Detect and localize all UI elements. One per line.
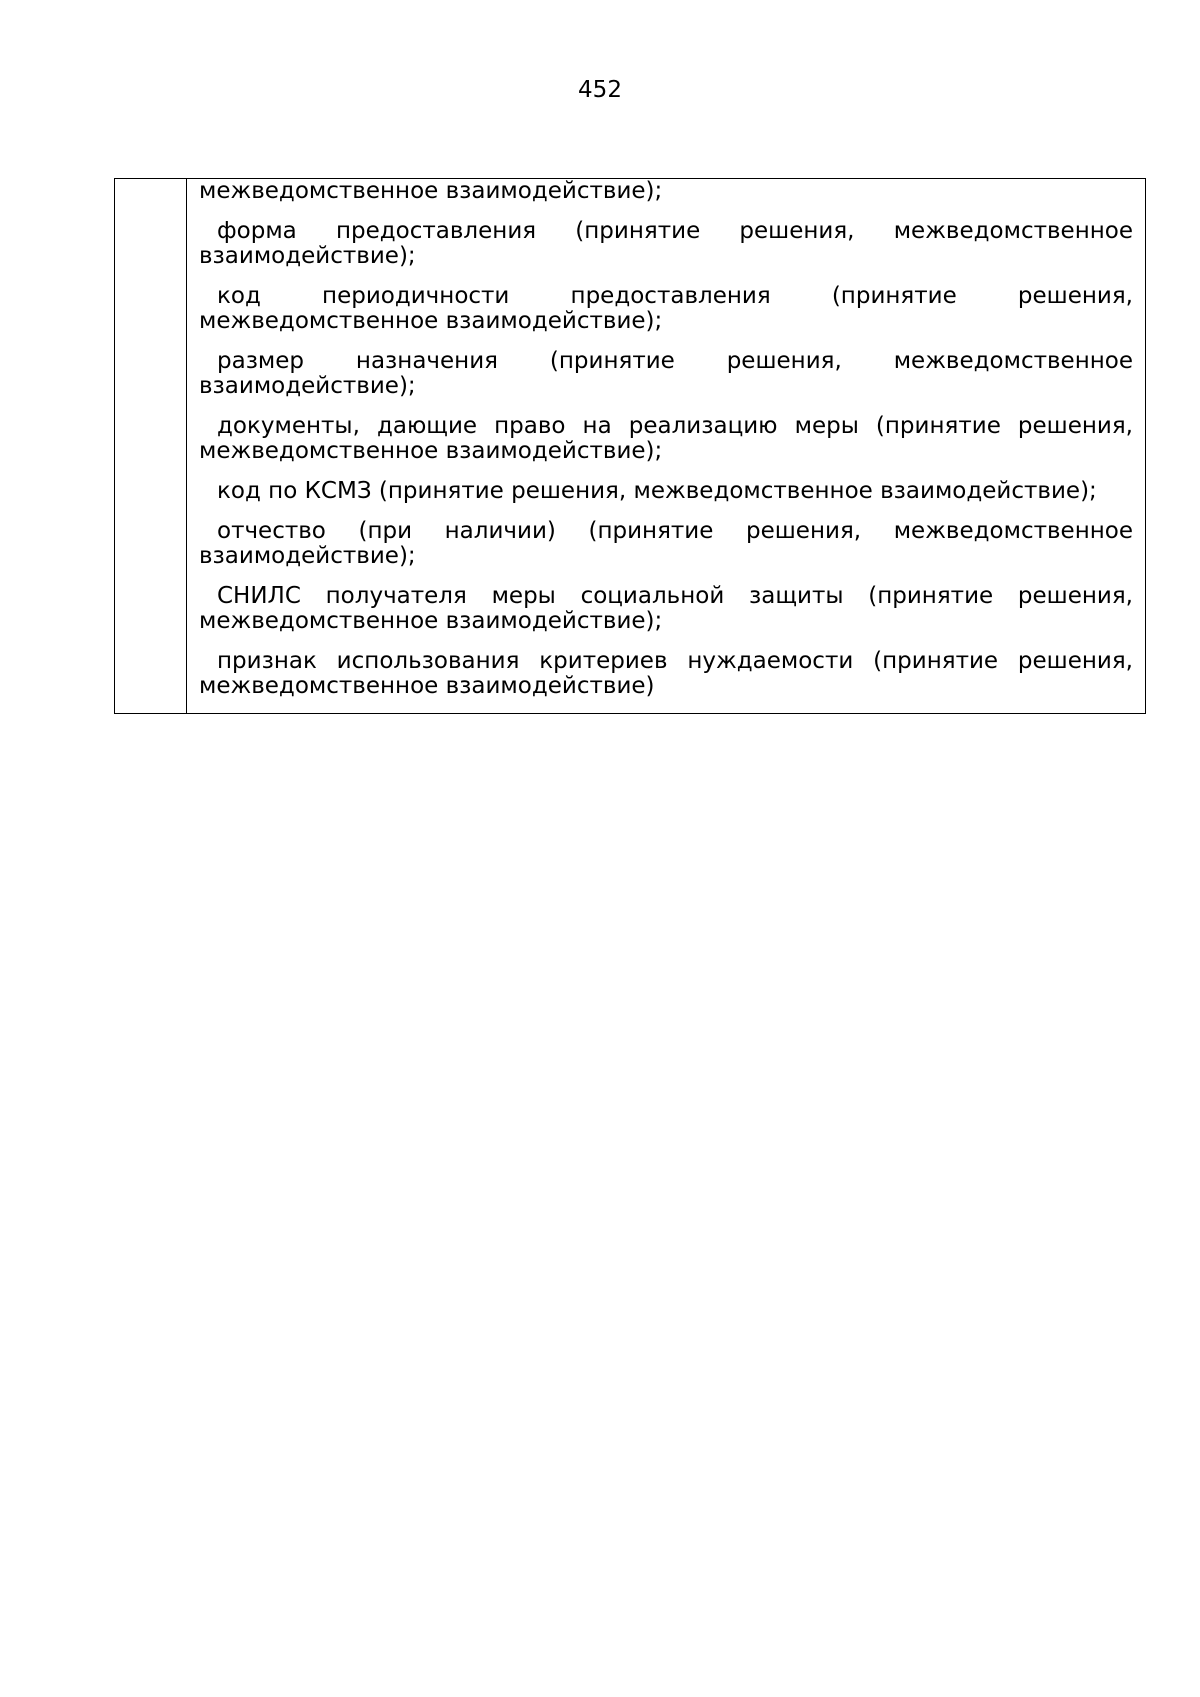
page-number: 452 [578, 77, 622, 103]
list-item: код периодичности предоставления (принятие решения, межведомственное взаимодействие); [199, 283, 1133, 334]
list-item: размер назначения (принятие решения, межведомственное взаимодействие); [199, 348, 1133, 399]
list-item: признак использования критериев нуждаемости (принятие решения, межведомственное взаимодействие) [199, 648, 1133, 699]
list-item: отчество (при наличии) (принятие решения, межведомственное взаимодействие); [199, 518, 1133, 569]
list-item: код по КСМЗ (принятие решения, межведомственное взаимодействие); [217, 478, 1097, 504]
table-cell-number [115, 179, 187, 713]
requirements-table [114, 178, 1146, 714]
list-item: форма предоставления (принятие решения, межведомственное взаимодействие); [199, 218, 1133, 269]
table-cell-content [187, 179, 1145, 713]
list-item: СНИЛС получателя меры социальной защиты (принятие решения, межведомственное взаимодействие); [199, 583, 1133, 634]
list-item: документы, дающие право на реализацию меры (принятие решения, межведомственное взаимодействие); [199, 413, 1133, 464]
list-item: межведомственное взаимодействие); [199, 178, 663, 204]
